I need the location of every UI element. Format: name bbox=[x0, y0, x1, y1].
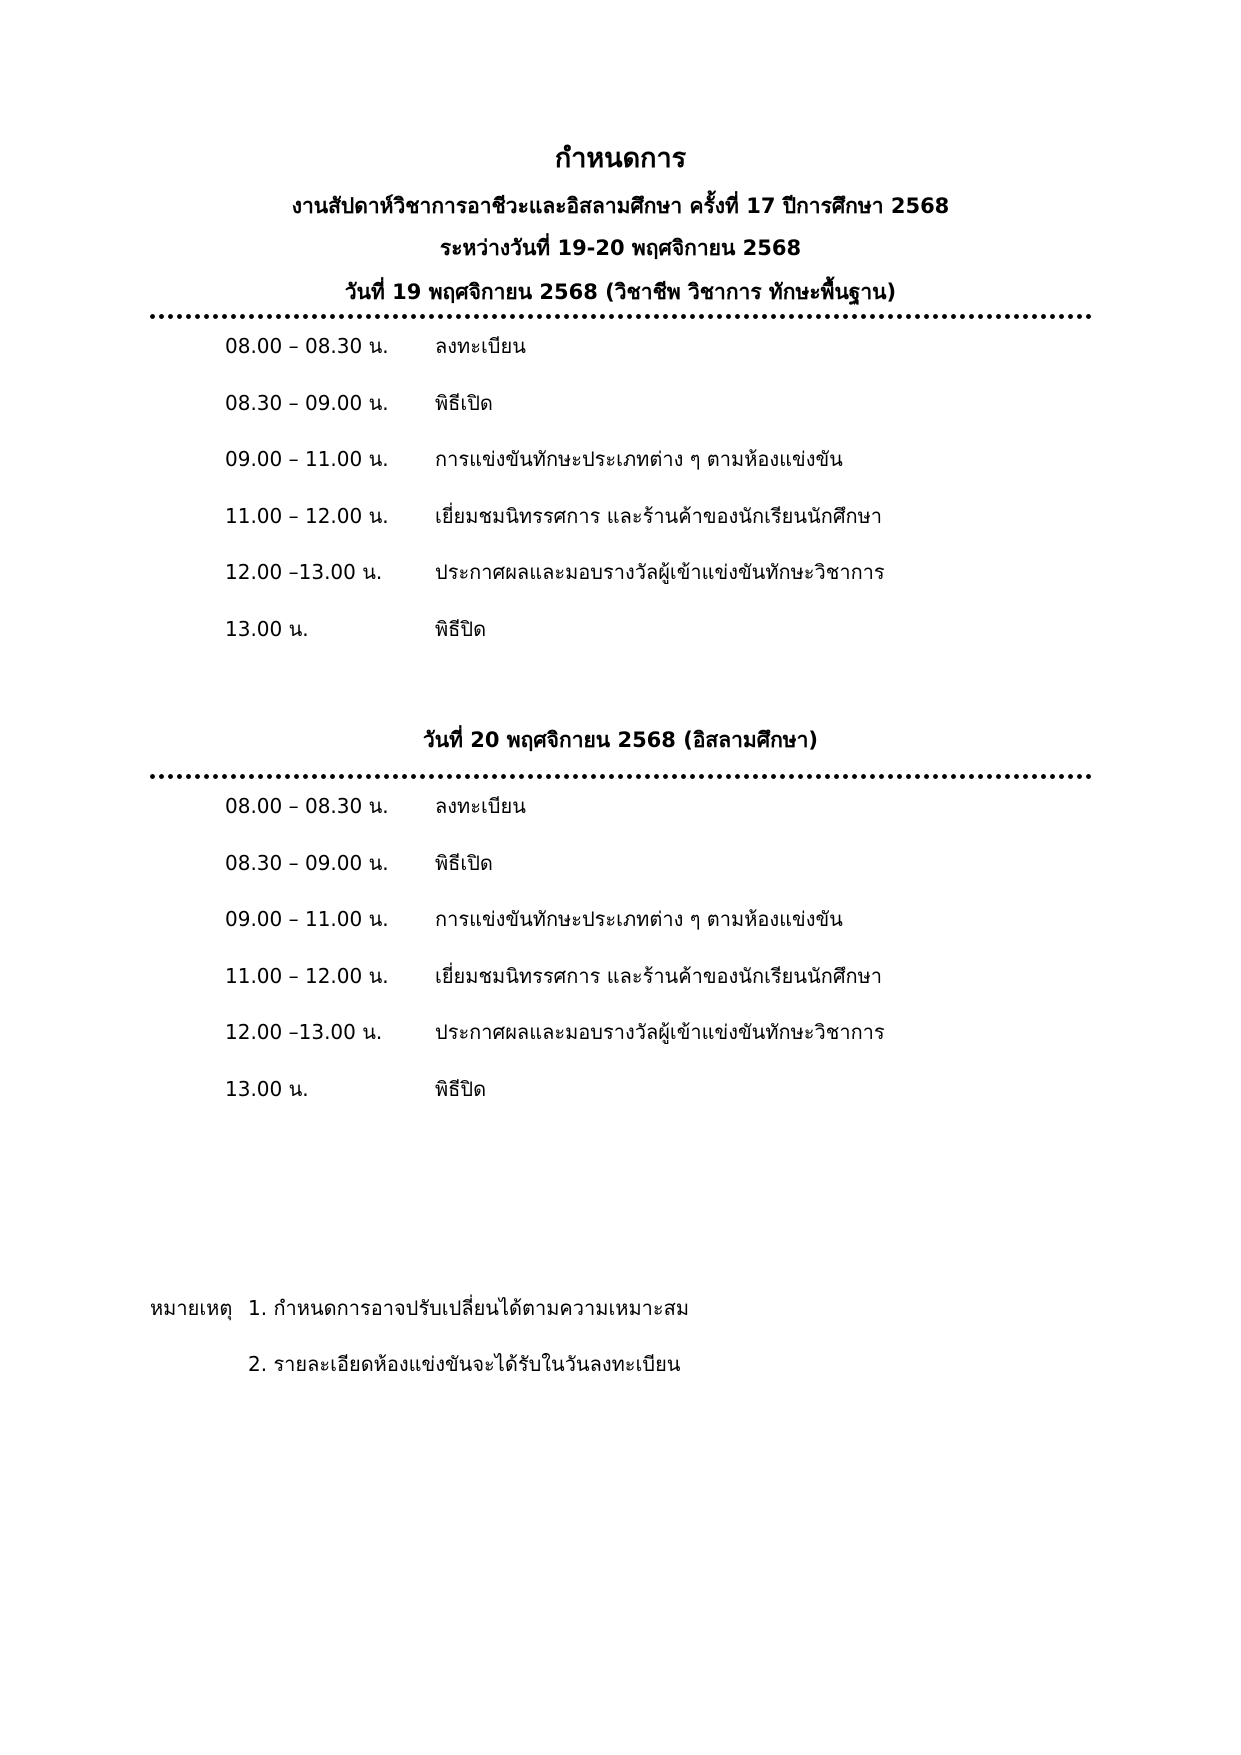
schedule-activity: ประกาศผลและมอบรางวัลผู้เข้าแข่งขันทักษะวิชาการ bbox=[435, 560, 885, 584]
schedule-time: 12.00 –13.00 น. bbox=[225, 560, 383, 584]
schedule-activity: พิธีปิด bbox=[435, 616, 487, 641]
schedule-activity: พิธีเปิด bbox=[435, 850, 493, 875]
schedule-activity: ลงทะเบียน bbox=[435, 794, 526, 818]
schedule-time: 13.00 น. bbox=[225, 616, 309, 641]
dotted-divider bbox=[148, 313, 1094, 320]
schedule-activity: ประกาศผลและมอบรางวัลผู้เข้าแข่งขันทักษะวิชาการ bbox=[435, 1020, 885, 1044]
schedule-time: 11.00 – 12.00 น. bbox=[225, 503, 389, 528]
schedule-row bbox=[225, 556, 1045, 613]
schedule-row bbox=[225, 387, 1045, 444]
note-item: 1. กำหนดการอาจปรับเปลี่ยนได้ตามความเหมาะสม bbox=[248, 1296, 690, 1320]
day-1-heading: วันที่ 19 พฤศจิกายน 2568 (วิชาชีพ วิชาการ ทักษะพื้นฐาน) bbox=[344, 280, 897, 304]
schedule-row bbox=[225, 903, 1045, 960]
schedule-activity: เยี่ยมชมนิทรรศการ และร้านค้าของนักเรียนนักศึกษา bbox=[435, 503, 883, 528]
day-1-schedule bbox=[225, 330, 1045, 669]
schedule-row bbox=[225, 1073, 1045, 1130]
schedule-row bbox=[225, 443, 1045, 500]
schedule-row bbox=[225, 847, 1045, 904]
schedule-activity: การแข่งขันทักษะประเภทต่าง ๆ ตามห้องแข่งขัน bbox=[435, 447, 843, 471]
schedule-time: 12.00 –13.00 น. bbox=[225, 1020, 383, 1044]
schedule-activity: การแข่งขันทักษะประเภทต่าง ๆ ตามห้องแข่งขัน bbox=[435, 907, 843, 931]
notes-label: หมายเหตุ bbox=[150, 1296, 233, 1320]
schedule-time: 08.00 – 08.30 น. bbox=[225, 794, 389, 818]
date-range: ระหว่างวันที่ 19-20 พฤศจิกายน 2568 bbox=[439, 236, 802, 260]
schedule-row bbox=[225, 613, 1045, 670]
schedule-row bbox=[225, 960, 1045, 1017]
day-2-schedule bbox=[225, 790, 1045, 1129]
schedule-activity: เยี่ยมชมนิทรรศการ และร้านค้าของนักเรียนนักศึกษา bbox=[435, 963, 883, 988]
schedule-row bbox=[225, 500, 1045, 557]
schedule-time: 08.30 – 09.00 น. bbox=[225, 390, 389, 415]
note-item: 2. รายละเอียดห้องแข่งขันจะได้รับในวันลงทะเบียน bbox=[248, 1352, 681, 1376]
schedule-time: 08.30 – 09.00 น. bbox=[225, 850, 389, 875]
page-title: กำหนดการ bbox=[554, 143, 687, 174]
schedule-row bbox=[225, 330, 1045, 387]
schedule-activity: ลงทะเบียน bbox=[435, 334, 526, 358]
schedule-time: 08.00 – 08.30 น. bbox=[225, 334, 389, 358]
dotted-divider bbox=[148, 773, 1094, 780]
schedule-activity: พิธีปิด bbox=[435, 1076, 487, 1101]
schedule-time: 13.00 น. bbox=[225, 1076, 309, 1101]
schedule-row bbox=[225, 1016, 1045, 1073]
day-2-heading: วันที่ 20 พฤศจิกายน 2568 (อิสลามศึกษา) bbox=[422, 728, 819, 752]
schedule-time: 09.00 – 11.00 น. bbox=[225, 447, 389, 471]
schedule-time: 11.00 – 12.00 น. bbox=[225, 963, 389, 988]
schedule-time: 09.00 – 11.00 น. bbox=[225, 907, 389, 931]
schedule-row bbox=[225, 790, 1045, 847]
schedule-activity: พิธีเปิด bbox=[435, 390, 493, 415]
event-subtitle: งานสัปดาห์วิชาการอาชีวะและอิสลามศึกษา ครั้งที่ 17 ปีการศึกษา 2568 bbox=[291, 194, 950, 218]
